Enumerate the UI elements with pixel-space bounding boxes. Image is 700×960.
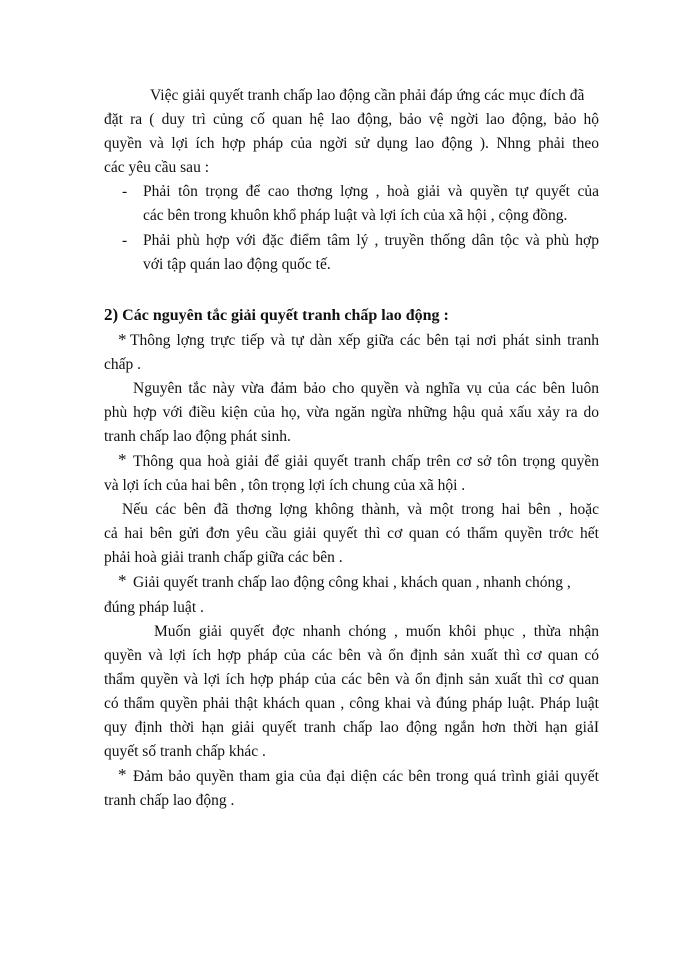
text-line: Thông lợng trực tiếp và tự dàn xếp giữa các bên tại nơi phát sinh tranh bbox=[130, 332, 599, 349]
text-line: Giải quyết tranh chấp lao động công khai , khách quan , nhanh chóng , bbox=[133, 574, 571, 591]
text-line: quyền và lợi ích hợp pháp của ngời sử dụng lao động ). Nhng phải theo bbox=[104, 135, 599, 152]
text-line: thẩm quyền và lợi ích hợp pháp của các bên và ổn định sản xuất thì cơ quan bbox=[104, 671, 599, 688]
star-marker: * bbox=[118, 330, 127, 349]
text-line: tranh chấp lao động . bbox=[104, 792, 235, 809]
star-marker: * bbox=[118, 765, 127, 784]
section-heading bbox=[104, 305, 449, 326]
text-line: các bên trong khuôn khổ pháp luật và lợi ích của xã hội , cộng đồng. bbox=[143, 207, 568, 224]
text-line: đặt ra ( duy trì củng cố quan hệ lao động, bảo vệ ngời lao động, bảo hộ bbox=[104, 111, 599, 128]
text-line: quyết số tranh chấp khác . bbox=[104, 743, 266, 760]
text-line: Phải phù hợp với đặc điểm tâm lý , truyền thống dân tộc và phù hợp bbox=[143, 232, 599, 249]
text-line: Nếu các bên đã thơng lợng không thành, và một trong hai bên , hoặc bbox=[122, 501, 599, 518]
list-dash: - bbox=[122, 183, 128, 200]
text-line: Nguyên tắc này vừa đảm bảo cho quyền và nghĩa vụ của các bên luôn bbox=[133, 380, 599, 397]
text-line: đúng pháp luật . bbox=[104, 599, 204, 616]
text-line: Muốn giải quyết đợc nhanh chóng , muốn khôi phục , thừa nhận bbox=[154, 623, 599, 640]
section-title: Các nguyên tắc giải quyết tranh chấp lao động : bbox=[122, 307, 449, 324]
text-line: với tập quán lao động quốc tế. bbox=[143, 256, 331, 273]
text-line: Phải tôn trọng để cao thơng lợng , hoà giải và quyền tự quyết của bbox=[143, 183, 599, 200]
text-line: và lợi ích của hai bên , tôn trọng lợi ích chung của xã hội . bbox=[104, 477, 466, 494]
star-marker: * bbox=[118, 450, 127, 469]
section-number: 2) bbox=[104, 305, 119, 324]
text-line: Đảm bảo quyền tham gia của đại diện các bên trong quá trình giải quyết bbox=[133, 768, 599, 785]
text-line: phải hoà giải tranh chấp giữa các bên . bbox=[104, 549, 343, 566]
list-dash: - bbox=[122, 232, 128, 249]
text-line: quyền và lợi ích hợp pháp của các bên và ổn định sản xuất thì cơ quan có bbox=[104, 647, 599, 664]
text-line: Việc giải quyết tranh chấp lao động cần phải đáp ứng các mục đích đã bbox=[150, 87, 585, 104]
text-line: cả hai bên gửi đơn yêu cầu giải quyết thì cơ quan có thẩm quyền trớc hết bbox=[104, 525, 599, 542]
star-marker: * bbox=[118, 571, 127, 590]
text-line: có thẩm quyền phải thật khách quan , công khai và đúng pháp luật. Pháp luật bbox=[104, 695, 599, 712]
text-line: quy định thời hạn giải quyết tranh chấp lao động ngắn hơn thời hạn giảI bbox=[104, 719, 599, 736]
text-line: phù hợp với điều kiện của họ, vừa ngăn ngừa những hậu quả xấu xảy ra do bbox=[104, 404, 599, 421]
text-line: Thông qua hoà giải để giải quyết tranh chấp trên cơ sở tôn trọng quyền bbox=[133, 453, 599, 470]
text-line: tranh chấp lao động phát sinh. bbox=[104, 428, 291, 445]
text-line: chấp . bbox=[104, 356, 142, 373]
text-line: các yêu cầu sau : bbox=[104, 159, 209, 176]
